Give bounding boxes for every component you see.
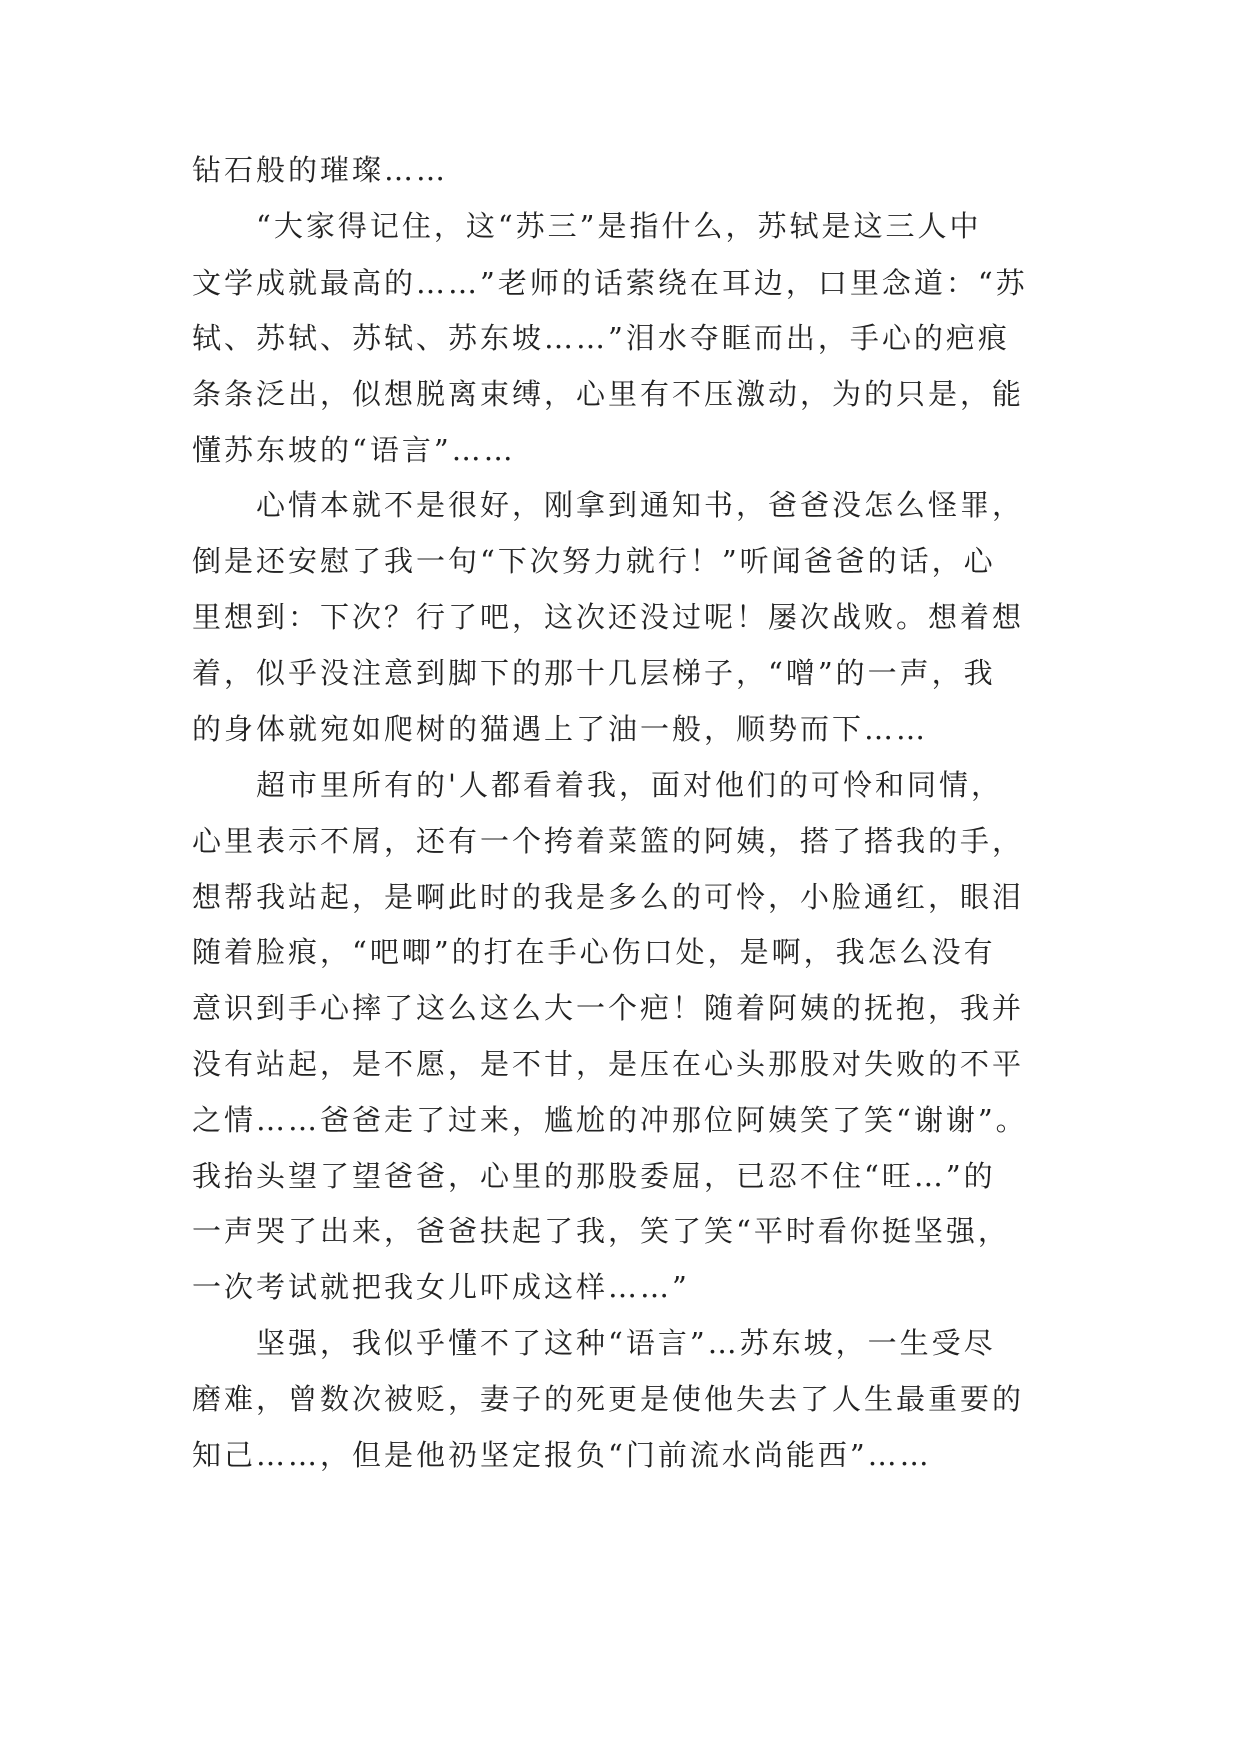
text-line: 心里表示不屑，还有一个挎着菜篮的阿姨，搭了搭我的手， <box>192 824 1025 858</box>
text-line: 意识到手心摔了这么这么大一个疤！随着阿姨的抚抱，我并 <box>192 991 1025 1025</box>
text-line: 磨难，曾数次被贬，妻子的死更是使他失去了人生最重要的 <box>192 1382 1025 1416</box>
text-line: 文学成就最高的……”老师的话萦绕在耳边，口里念道：“苏 <box>192 266 1028 300</box>
text-line: 懂苏东坡的“语言”…… <box>192 433 516 467</box>
text-line: 倒是还安慰了我一句“下次努力就行！”听闻爸爸的话，心 <box>192 544 996 578</box>
text-line: 一声哭了出来，爸爸扶起了我，笑了笑“平时看你挺坚强， <box>192 1214 1010 1248</box>
text-line: 之情……爸爸走了过来，尴尬的冲那位阿姨笑了笑“谢谢”。 <box>192 1103 1028 1137</box>
text-line: 轼、苏轼、苏轼、苏东坡……”泪水夺眶而出，手心的疤痕 <box>192 321 1010 355</box>
text-line: 心情本就不是很好，刚拿到通知书，爸爸没怎么怪罪， <box>256 488 1025 522</box>
text-line: “大家得记住，这“苏三”是指什么，苏轼是这三人中 <box>256 209 982 243</box>
text-line: 一次考试就把我女儿吓成这样……” <box>192 1270 690 1304</box>
text-line: 条条泛出，似想脱离束缚，心里有不压激动，为的只是，能 <box>192 377 1025 411</box>
text-line: 没有站起，是不愿，是不甘，是压在心头那股对失败的不平 <box>192 1047 1025 1081</box>
text-line: 想帮我站起，是啊此时的我是多么的可怜，小脸通红，眼泪 <box>192 880 1025 914</box>
text-line: 钻石般的璀璨…… <box>192 153 449 187</box>
text-line: 我抬头望了望爸爸，心里的那股委屈，已忍不住“旺…”的 <box>192 1159 996 1193</box>
text-line: 着，似乎没注意到脚下的那十几层梯子，“噌”的一声，我 <box>192 656 996 690</box>
text-line: 里想到：下次？行了吧，这次还没过呢！屡次战败。想着想 <box>192 600 1025 634</box>
text-line: 坚强，我似乎懂不了这种“语言”…苏东坡，一生受尽 <box>256 1326 996 1360</box>
text-line: 超市里所有的'人都看着我，面对他们的可怜和同情， <box>256 768 1003 802</box>
text-line: 随着脸痕，“吧唧”的打在手心伤口处，是啊，我怎么没有 <box>192 935 996 969</box>
text-line: 知己……，但是他礽坚定报负“门前流水尚能西”…… <box>192 1438 932 1472</box>
text-line: 的身体就宛如爬树的猫遇上了油一般，顺势而下…… <box>192 712 929 746</box>
